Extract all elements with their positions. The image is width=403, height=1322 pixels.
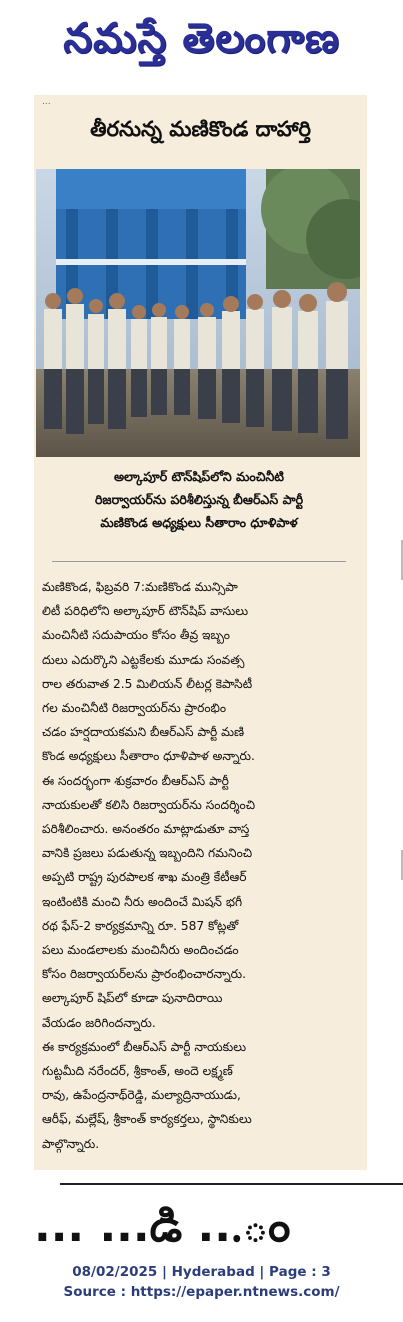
photo-caption bbox=[40, 465, 358, 534]
footer-source-line: Source : https://epaper.ntnews.com/ bbox=[63, 1284, 340, 1300]
body-line: వేయడం జరిగిందన్నారు. bbox=[42, 1015, 156, 1030]
body-line: దులు ఎదుర్కొని ఎట్టకేలకు మూడు సంవత్స bbox=[42, 652, 245, 667]
body-line: ఈ కార్యక్రమంలో బీఆర్‌ఎస్ పార్టీ నాయకులు bbox=[42, 1039, 247, 1054]
body-line: గుట్టమీది నరేందర్, శ్రీకాంత్, అందె లక్ష్మణ్ bbox=[42, 1064, 233, 1079]
newspaper-title: నమస్తే తెలంగాణ bbox=[63, 14, 340, 62]
body-line: పాల్గొన్నారు. bbox=[42, 1136, 100, 1151]
body-line: రాల తరువాత 2.5 మిలియన్ లీటర్ల కెపాసిటీ bbox=[42, 676, 253, 691]
body-line: రావు, ఉపేంద్రనాథ్‌రెడ్డి, మల్యాద్రినాయుడు, bbox=[42, 1088, 241, 1103]
article-headline: తీరనున్న మణికొండ దాహార్తి bbox=[90, 117, 311, 141]
body-line: వానికి ప్రజలు పడుతున్న ఇబ్బందిని గమనించి bbox=[42, 846, 253, 861]
next-article-headline: ... ...డి ...ం bbox=[34, 1201, 291, 1252]
body-line: ఇంటింటికి మంచి నీరు అందించే మిషన్ భగీ bbox=[42, 894, 243, 909]
body-line: మంచినీటి సదుపాయం కోసం తీవ్ర ఇబ్బం bbox=[42, 628, 230, 643]
body-line: నాయకులతో కలిసి రిజర్వాయర్‌ను సందర్శించి bbox=[42, 797, 256, 812]
body-line: పలు మండలాలకు మంచినీరు అందించడం bbox=[42, 943, 239, 958]
caption-divider bbox=[52, 561, 346, 562]
body-line: రథ ఫేస్-2 కార్యక్రమాన్ని రూ. 587 కోట్లతో bbox=[42, 918, 239, 933]
article-body bbox=[42, 575, 360, 1156]
caption-line: రిజర్వాయర్‌ను పరిశీలిస్తున్న బీఆర్‌ఎస్ పార్టీ bbox=[94, 492, 304, 507]
page-footer bbox=[0, 1262, 403, 1302]
body-line: అప్పటి రాష్ట్ర పురపాలక శాఖ మంత్రి కేటీఆర్ bbox=[42, 870, 247, 885]
body-line: మణికొండ, ఫిబ్రవరి 7:మణికొండ మున్సిపా bbox=[42, 580, 238, 594]
body-line: గల మంచినీటి రిజర్వాయర్‌ను ప్రారంభిం bbox=[42, 701, 227, 716]
masthead bbox=[0, 0, 403, 86]
section-divider bbox=[60, 1183, 403, 1185]
body-line: చడం హర్షదాయకమని బీఆర్‌ఎస్ పార్టీ మణి bbox=[42, 725, 245, 740]
caption-line: అల్కాపూర్ టౌన్‌షిప్‌లోని మంచినీటి bbox=[113, 469, 285, 484]
body-line: పరిశీలించారు. అనంతరం మాట్లాడుతూ వాస్త bbox=[42, 822, 250, 837]
body-line: అల్కాపూర్ షిప్‌లో కూడా పునాదిరాయి bbox=[42, 991, 223, 1006]
body-line: కొండ అధ్యక్షులు సీతారాం ధూళిపాళ అన్నారు. bbox=[42, 749, 255, 764]
caption-line: మణికొండ అధ్యక్షులు సీతారాం ధూళిపాళ bbox=[100, 515, 298, 530]
body-line: లిటీ పరిధిలోని అల్కాపూర్ టౌన్‌షిప్ వాసులు bbox=[42, 604, 249, 619]
article-photo bbox=[36, 169, 360, 457]
cutoff-text: ... bbox=[42, 97, 51, 107]
body-line: ఈ సందర్భంగా శుక్రవారం బీఆర్‌ఎస్ పార్టీ bbox=[42, 773, 229, 788]
body-line: ఆరీఫ్, మల్లేష్, శ్రీకాంత్ కార్యకర్తలు, స్థానికులు bbox=[42, 1112, 252, 1127]
footer-date-line: 08/02/2025 | Hyderabad | Page : 3 bbox=[72, 1264, 331, 1280]
body-line: కోసం రిజర్వాయర్‌లను ప్రారంభించారన్నారు. bbox=[42, 967, 247, 982]
article-clipping bbox=[34, 95, 367, 1170]
